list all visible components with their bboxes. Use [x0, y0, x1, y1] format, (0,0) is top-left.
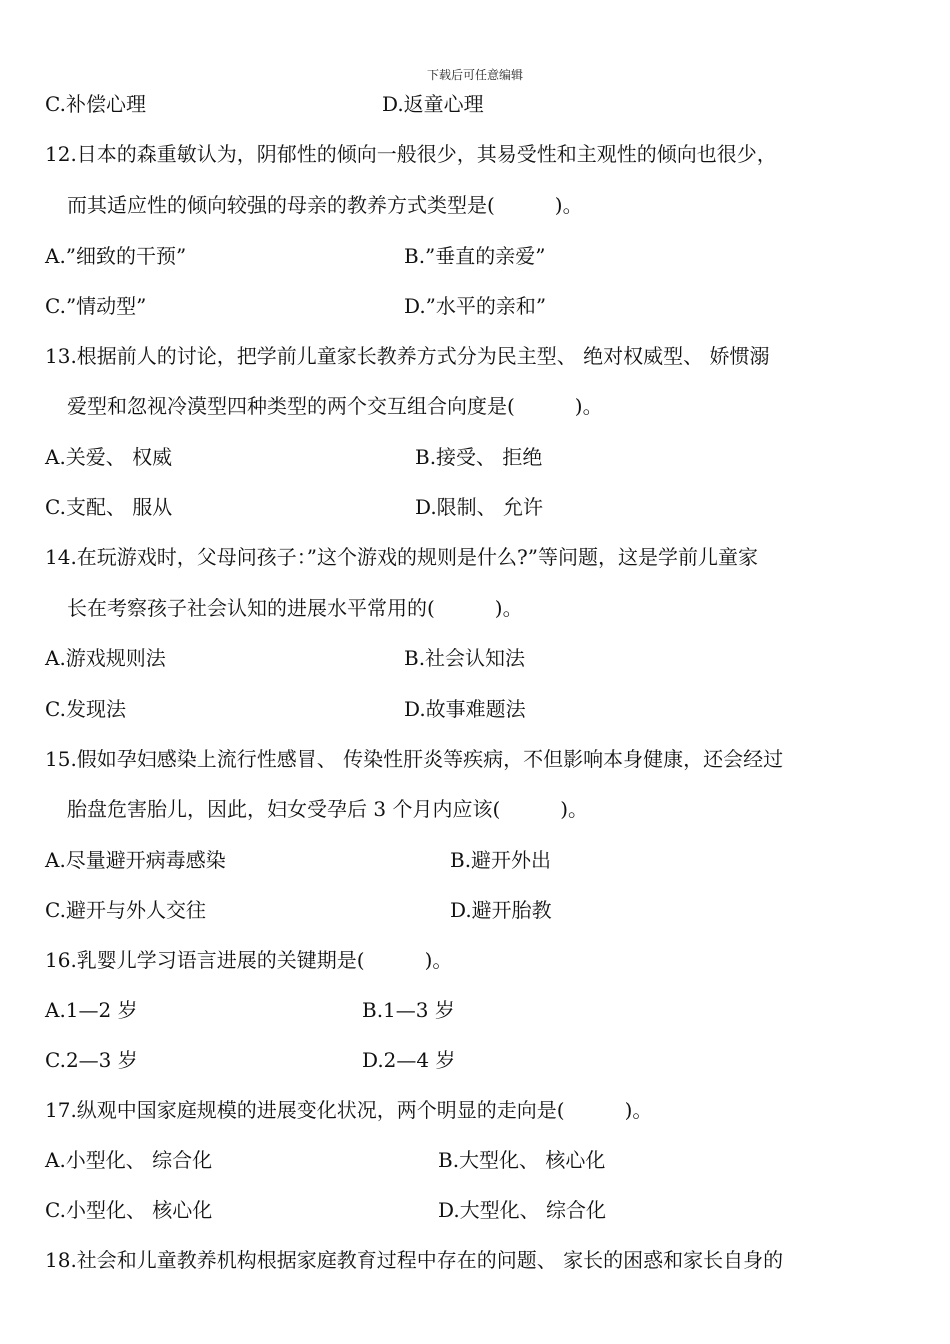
q14-option-c: C.发现法	[45, 697, 126, 721]
q17-option-b: B.大型化、 核心化	[438, 1148, 606, 1172]
q13-option-b: B.接受、 拒绝	[415, 445, 543, 469]
q18-stem-line1: 18.社会和儿童教养机构根据家庭教育过程中存在的问题、 家长的困惑和家长自身的	[45, 1248, 784, 1272]
q16-option-a: A.1—2 岁	[45, 998, 138, 1022]
q16-option-c: C.2—3 岁	[45, 1048, 138, 1072]
q14-option-b: B.社会认知法	[404, 646, 526, 670]
q13-option-d: D.限制、 允许	[415, 495, 544, 519]
q14-stem-line1: 14.在玩游戏时，父母问孩子：”这个游戏的规则是什么?”等问题，这是学前儿童家	[45, 545, 758, 569]
q12-option-c: C.”情动型”	[45, 294, 147, 318]
q14-option-a: A.游戏规则法	[45, 646, 166, 670]
q16-stem-line1: 16.乳婴儿学习语言进展的关键期是( )。	[45, 948, 453, 972]
q12-option-b: B.”垂直的亲爱”	[404, 244, 546, 268]
q13-option-a: A.关爱、 权威	[45, 445, 173, 469]
q15-option-c: C.避开与外人交往	[45, 898, 206, 922]
q12-stem-line2: 而其适应性的倾向较强的母亲的教养方式类型是( )。	[67, 193, 583, 217]
page-header-note: 下载后可任意编辑	[426, 68, 523, 82]
q16-option-b: B.1—3 岁	[362, 998, 455, 1022]
q17-option-d: D.大型化、 综合化	[438, 1198, 607, 1222]
q17-stem-line1: 17.纵观中国家庭规模的进展变化状况，两个明显的走向是( )。	[45, 1098, 653, 1122]
q15-option-d: D.避开胎教	[450, 898, 552, 922]
q15-option-b: B.避开外出	[450, 848, 552, 872]
q15-stem-line1: 15.假如孕妇感染上流行性感冒、 传染性肝炎等疾病，不但影响本身健康，还会经过	[45, 747, 784, 771]
q15-option-a: A.尽量避开病毒感染	[45, 848, 226, 872]
q16-option-d: D.2—4 岁	[362, 1048, 456, 1072]
q17-option-a: A.小型化、 综合化	[45, 1148, 213, 1172]
q12-option-d: D.”水平的亲和”	[404, 294, 547, 318]
q14-option-d: D.故事难题法	[404, 697, 526, 721]
q12-stem-line1: 12.日本的森重敏认为，阴郁性的倾向一般很少，其易受性和主观性的倾向也很少，	[45, 142, 777, 166]
q17-option-c: C.小型化、 核心化	[45, 1198, 213, 1222]
q11-option-c: C.补偿心理	[45, 92, 146, 116]
q11-option-d: D.返童心理	[382, 92, 484, 116]
q13-stem-line1: 13.根据前人的讨论，把学前儿童家长教养方式分为民主型、 绝对权威型、 娇惯溺	[45, 344, 770, 368]
q13-stem-line2: 爱型和忽视冷漠型四种类型的两个交互组合向度是( )。	[67, 394, 603, 418]
q14-stem-line2: 长在考察孩子社会认知的进展水平常用的( )。	[67, 596, 523, 620]
q15-stem-line2: 胎盘危害胎儿，因此，妇女受孕后 3 个月内应该( )。	[67, 797, 589, 821]
q13-option-c: C.支配、 服从	[45, 495, 173, 519]
q12-option-a: A.”细致的干预”	[45, 244, 187, 268]
